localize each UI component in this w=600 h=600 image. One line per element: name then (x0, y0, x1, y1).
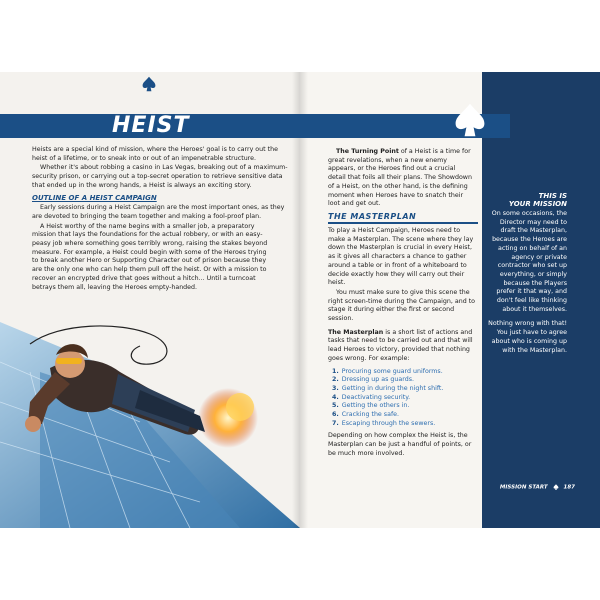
spade-icon (452, 102, 488, 138)
paragraph: You must make sure to give this scene the right screen-time during the Campaign, and to stage it during either the first or second session. (328, 288, 476, 323)
sidebar-heading-line: THIS IS (538, 192, 567, 200)
left-column (32, 146, 288, 293)
book-spread (0, 72, 600, 528)
step-number: 2. (332, 376, 339, 384)
footer-section: MISSION START (499, 484, 548, 491)
hero-illustration (0, 72, 300, 528)
step-text: Getting in during the night shift. (341, 384, 444, 392)
step-text: Procuring some guard uniforms. (341, 367, 443, 375)
paragraph: Depending on how complex the Heist is, the Masterplan can be just a handful of points, or be much more involved. (328, 432, 472, 457)
masterplan-heading (328, 212, 478, 223)
right-column-top (328, 148, 473, 210)
paragraph: Heists are a special kind of mission, where the Heroes' goal is to carry out the heist of a lifetime, or to sneak into or out of an impenetrable structure. (32, 146, 278, 162)
list-item (332, 402, 478, 411)
paragraph (328, 329, 478, 364)
step-number: 6. (332, 411, 339, 419)
paragraph-text: is a short list of actions and tasks that need to be carried out and that will lead Heroes to victory, provided that nothing goes wrong. For example: (328, 328, 473, 362)
sidebar-heading (487, 192, 567, 208)
page-footer (482, 484, 575, 491)
step-text: Escaping through the sewers. (341, 419, 436, 427)
list-item (332, 420, 478, 429)
list-item (332, 368, 478, 377)
paragraph (328, 148, 473, 209)
list-item (332, 376, 478, 385)
sidebar-paragraph: On some occasions, the Director may need to draft the Masterplan, because the Heroes are acting on behalf of an agency or private contractor who set up everything, or simply because the Players prefer it that way, and don't feel like thinking about it themselves. (491, 210, 567, 313)
bold-term: The Turning Point (336, 148, 399, 155)
paragraph: Early sessions during a Heist Campaign are the most important ones, as they are devoted to bringing the team together and making a fool-proof plan. (32, 204, 285, 220)
step-text: Cracking the safe. (341, 411, 400, 419)
step-text: Deactivating security. (341, 393, 411, 401)
list-item (332, 411, 478, 420)
step-text: Getting the others in. (341, 402, 410, 410)
list-item (332, 385, 478, 394)
bold-term: The Masterplan (328, 328, 384, 336)
list-item (332, 394, 478, 403)
step-text: Dressing up as guards. (341, 376, 414, 384)
step-number: 7. (332, 419, 339, 427)
page-number: 187 (563, 484, 575, 491)
step-number: 1. (332, 367, 339, 375)
sidebar-box (487, 192, 567, 361)
masterplan-steps (332, 368, 478, 429)
step-number: 4. (332, 393, 339, 401)
spade-icon (553, 484, 559, 490)
paragraph-text: of a Heist is a time for great revelations, when a new enemy appears, or the Heroes find out a crucial detail that foils all their plans. The Showdown of a Heist, on the other hand, is the defining moment when Heroes have to snatch their loot and get out. (328, 148, 472, 208)
heading-underline (328, 222, 478, 224)
section-heading: THE MASTERPLAN (328, 212, 417, 221)
sidebar-heading-line: YOUR MISSION (508, 200, 567, 208)
paragraph: A Heist worthy of the name begins with a smaller job, a preparatory mission that lays the foundations for the actual robbery, or with an easy-peasy job where something goes terribly wrong, raising the stakes beyond measure. For example, a Heist could begin with some of the Heroes trying to break another Hero or Supporting Character out of prison because they are the only one who can help them pull off the heist. Or with a mission to recover an encrypted drive that goes without a hitch... Until a turncoat betrays them all, leaving the Heroes empty-handed. (32, 222, 268, 291)
page-title: HEIST (112, 113, 190, 138)
spade-icon (141, 76, 157, 92)
paragraph: To play a Heist Campaign, Heroes need to make a Masterplan. The scene where they lay down the Masterplan is crucial in every Heist, as it gives all characters a chance to gather around a table or in front of a whiteboard to decide exactly how they will carry out their heist. (328, 227, 474, 287)
section-heading: OUTLINE OF A HEIST CAMPAIGN (32, 193, 157, 202)
paragraph: Whether it's about robbing a casino in Las Vegas, breaking out of a maximum-security prison, or carrying out a top-secret operation to retrieve sensitive data that ended up in the wrong hands, a Heist is always an exciting story. (32, 164, 288, 189)
step-number: 5. (332, 402, 339, 410)
gutter-shadow (292, 72, 308, 528)
right-column-body (328, 227, 478, 460)
sidebar-paragraph: Nothing wrong with that! You just have to agree about who is coming up with the Masterplan. (488, 320, 567, 354)
step-number: 3. (332, 384, 339, 392)
